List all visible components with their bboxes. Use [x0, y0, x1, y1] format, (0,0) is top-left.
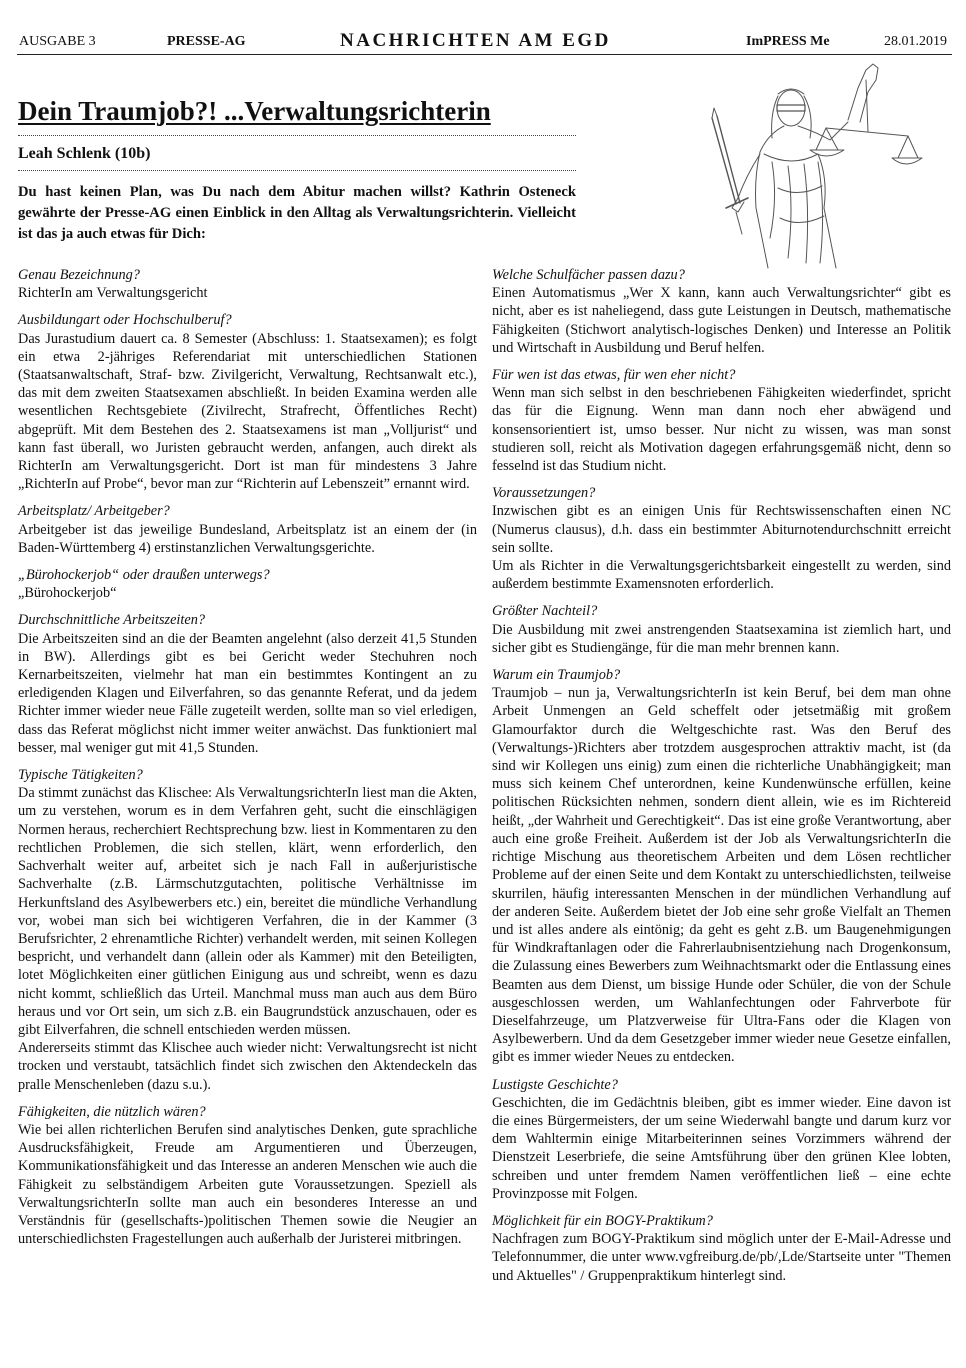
question: Für wen ist das etwas, für wen eher nicht? [492, 367, 736, 384]
article-headline: Dein Traumjob?! ...Verwaltungsrichterin [18, 96, 491, 126]
justitia-illustration [698, 58, 923, 273]
question: Lustigste Geschichte? [492, 1076, 618, 1093]
right-column [492, 266, 951, 1294]
question: „Bürohockerjob“ oder draußen unterwegs? [18, 567, 270, 584]
question: Typische Tätigkeiten? [18, 767, 143, 784]
question: Genau Bezeichnung? [18, 267, 140, 283]
qa-section-office-job [18, 566, 477, 602]
answer: Traumjob – nun ja, VerwaltungsrichterIn ist kein Beruf, bei dem man ohne Arbeit Unmengen an Geld scheffelt oder jetsetmäßig mit großem Glamourfaktor durch die Weltgeschichte rast. Was den Beruf des (Verwaltungs-)Richters aber trotzdem ausgesprochen attraktiv macht, ist (da sind wir Kollegen uns einig) zum einen die richterliche Unabhängigkeit; man muss sich keinem Chef unterordnen, keine Kundenwünsche erfüllen, keine politischen Rücksichten nehmen, sondern dient allein, wie es im Richtereid heißt, „der Wahrheit und Gerechtigkeit“. Das ist eine große Verantwortung, aber auch eine große Freiheit. Außerdem ist der Job als VerwaltungsrichterIn die richtige Mischung aus theoretischem Arbeiten und dem Lösen rechtlicher Probleme auf der einen Seite und dem Kontakt zu unterschiedlichsten, teilweise skurrilen, häufig interessanten Menschen in der mündlichen Verhandlung auf der anderen Seite. Außerdem bietet der Job eine sehr große Vielfalt an Themen und ist alles andere als eintönig; da geht es geht z.B. um Baugenehmigungen für Windkraftanlagen oder die Fahrerlaubnisentziehung nach Drogenkonsum, die Zulassung eines Bewerbers zum Weihnachtsmarkt oder die Entlassung eines Beamten aus dem Dienst, um bissige Hunde oder Schüler, die von der Schule ausgeschlossen werden, um Wahlanfechtungen oder Fahrverbote für Dieselfahrzeuge, um Platzverweise für Ultra-Fans oder die Klagen von Asylbewerbern. Und da dem Gesetzgeber immer wieder neue Gesetze einfallen, gibt es immer wieder Neues zu entdecken. [492, 685, 951, 1066]
qa-section-funny-story [492, 1076, 951, 1203]
qa-section-skills [18, 1103, 477, 1249]
answer: Einen Automatismus „Wer X kann, kann auch Verwaltungsrichter“ gibt es nicht, aber es ist naheliegend, dass gute Leistungen in Deutsch, mathematische Fähigkeiten (Stichwort analytisch-logisches Denken) und Interesse an Politik und Wirtschaft in Ausbildung und Beruf helfen. [492, 285, 951, 356]
answer: Das Jurastudium dauert ca. 8 Semester (Abschluss: 1. Staatsexamen); es folgt ein etwa 2-jähriges Referendariat mit unterschiedlichen Stationen (Staatsanwaltschaft, Straf- bzw. Zivilgericht, Verwaltung, Rechtsanwalt etc.), das mit dem zweiten Staatsexamen abschließt. In beiden Examina werden alle wesentlichen Rechtsgebiete (Zivilrecht, Strafrecht, Öffentliches Recht) abgeprüft. Mit dem Bestehen des 2. Staatsexamens ist man „Volljurist“ und kann fast überall, wo Juristen gebraucht werden, anfangen, auch direkt als RichterIn am Verwaltungsgericht. Dort ist man für mindestens 3 Jahre „RichterIn auf Probe“, bevor man zur “Richterin auf Lebenszeit” ernannt wird. [18, 330, 477, 493]
qa-section-title [18, 266, 477, 302]
answer: Nachfragen zum BOGY-Praktikum sind möglich unter der E-Mail-Adresse und Telefonnummer, die unter www.vgfreiburg.de/pb/,Lde/Startseite unter "Themen und Aktuelles" / Gruppenpraktikum hinterlegt sind. [492, 1231, 951, 1284]
question: Welche Schulfächer passen dazu? [492, 267, 685, 283]
question: Ausbildungart oder Hochschulberuf? [18, 312, 232, 329]
qa-section-school-subjects [492, 266, 951, 357]
answer-continued: Um als Richter in die Verwaltungsgerichtsbarkeit eingestellt zu werden, sind außerdem bestimmte Examensnoten erforderlich. [492, 558, 951, 593]
answer-continued: Andererseits stimmt das Klischee auch wieder nicht: Verwaltungsrecht ist nicht trocken und verstaubt, tatsächlich findet sich zwischen den Aktendeckeln das pralle Menschenleben (dazu s.u.). [18, 1040, 477, 1093]
dotted-divider [18, 135, 576, 136]
answer: Wie bei allen richterlichen Berufen sind analytisches Denken, gute sprachliche Ausdrucksfähigkeit, Freude am Argumentieren und Überzeugen, Kommunikationsfähigkeit und das Interesse an anderen Menschen wie auch die Fähigkeit zu selbständigem Arbeiten gute Voraussetzungen. Speziell als VerwaltungsrichterIn sollte man auch ein besonderes Interesse an und Verständnis für (gesellschafts-)politischen Themen sowie die Neugier an unterschiedlichsten Fragestellungen auch außerhalb der Juristerei mitbringen. [18, 1121, 477, 1248]
qa-section-requirements [492, 484, 951, 593]
answer: Die Ausbildung mit zwei anstrengenden Staatsexamina ist ziemlich hart, und sicher gibt es Studiengänge, für die man mehr brennen kann. [492, 621, 951, 656]
left-column [18, 266, 477, 1257]
dotted-divider [18, 170, 576, 171]
question: Fähigkeiten, die nützlich wären? [18, 1103, 206, 1120]
issue-label: AUSGABE 3 [19, 34, 96, 49]
article-intro: Du hast keinen Plan, was Du nach dem Abitur machen willst? Kathrin Osteneck gewährte der Presse-AG einen Einblick in den Alltag als Verwaltungsrichterin. Vielleicht ist das ja auch etwas für Dich: [18, 184, 576, 242]
answer: „Bürohockerjob“ [18, 585, 117, 602]
question: Durchschnittliche Arbeitszeiten? [18, 612, 206, 629]
newspaper-title: NACHRICHTEN AM EGD [340, 30, 611, 51]
question: Größter Nachteil? [492, 603, 598, 620]
qa-section-working-hours [18, 611, 477, 757]
qa-section-employer [18, 502, 477, 557]
answer: Arbeitgeber ist das jeweilige Bundesland, Arbeitsplatz ist an einem der (in Baden-Württemberg 4) erstinstanzlichen Verwaltungsgerichte. [18, 521, 477, 556]
answer: Wenn man sich selbst in den beschriebenen Fähigkeiten wiederfindet, spricht das für die Eignung. Wenn man dann noch eher abwägend und konsensorientiert ist, umso besser. Nur nicht zu wissen, was man sonst studieren soll, reicht als Motivation dagegen erfahrungsgemäß nicht, denn so fesselnd ist das Studium nicht. [492, 385, 951, 475]
qa-section-dream-job [492, 666, 951, 1066]
qa-section-drawback [492, 602, 951, 657]
answer: RichterIn am Verwaltungsgericht [18, 285, 208, 302]
question: Voraussetzungen? [492, 485, 596, 502]
answer: Inzwischen gibt es an einigen Unis für Rechtswissenschaften einen NC (Numerus clausus), d.h. dass ein bestimmter Abiturnotendurchschnitt erreicht sein sollte. [492, 503, 951, 556]
question: Arbeitsplatz/ Arbeitgeber? [18, 503, 170, 520]
article-author: Leah Schlenk (10b) [18, 145, 151, 162]
qa-section-typical-tasks [18, 766, 477, 1094]
qa-section-education [18, 311, 477, 493]
newspaper-header [17, 30, 952, 55]
answer: Geschichten, die im Gedächtnis bleiben, gibt es immer wieder. Eine davon ist die eines Bürgermeisters, der um seine Wiederwahl bangte und darum kurz vor dem Wahltermin einige Mitarbeiterinnen seines Vorzimmers während der Dienstzeit Leserbriefe, die seine Amtsführung über den grünen Klee lobten, schreiben und unter fremdem Namen veröffentlichen ließ – eine echte Provinzposse mit Folgen. [492, 1094, 951, 1202]
answer: Da stimmt zunächst das Klischee: Als VerwaltungsrichterIn liest man die Akten, um zu verstehen, worum es in dem Verfahren geht, sucht die einschlägigen Normen heraus, recherchiert Rechtsprechung bzw. liest in Kommentaren zu den rechtlichen Problemen, die sich stellen, klärt, wenn erforderlich, den Sachverhalt weiter auf, arbeitet sich je nach Fall in außerjuristische Sachverhalte (z.B. Lärmschutzgutachten, politische Verhältnisse im Herkunftsland des Asylbewerbers etc.) ein, bereitet die mündliche Verhandlung vor, wobei man sich bei wichtigeren Verfahren, die in der Kammer (3 Berufsrichter, 2 ehrenamtliche Richter) verhandelt werden, mit seinen Kollegen bespricht, und verhandelt dann (allein oder als Kammer) mit den Beteiligten, lotet Möglichkeiten einer gütlichen Einigung aus und schreibt, wenn es dazu nicht kommt, schließlich das Urteil. Manchmal muss man auch aus dem Büro heraus und vor Ort sein, um sich z.B. ein Baugrundstück anzuschauen, oder es gibt Eilverfahren, die schnell entschieden werden müssen. [18, 785, 477, 1038]
qa-section-suitability [492, 366, 951, 475]
impress-label: ImPRESS Me [746, 34, 830, 49]
issue-date: 28.01.2019 [884, 34, 947, 49]
answer: Die Arbeitszeiten sind an die der Beamten angelehnt (also derzeit 41,5 Stunden in BW). Allerdings gibt es bei Gericht weder Stechuhren noch Kernarbeitszeiten, vielmehr hat man ein bestimmtes Kontingent an zu erledigenden Klagen und Eilverfahren, so das genannte Referat, und da jedem Richter immer wieder neue Fälle zugeteilt werden, sollte man so viel erledigen, dass das Referat möglichst nicht immer weiter anwächst. Das funktioniert mal besser, mal weniger gut mit 41,5 Stunden. [18, 630, 477, 756]
question: Warum ein Traumjob? [492, 667, 621, 684]
group-label: PRESSE-AG [167, 34, 246, 49]
question: Möglichkeit für ein BOGY-Praktikum? [492, 1212, 713, 1229]
qa-section-internship [492, 1212, 951, 1285]
